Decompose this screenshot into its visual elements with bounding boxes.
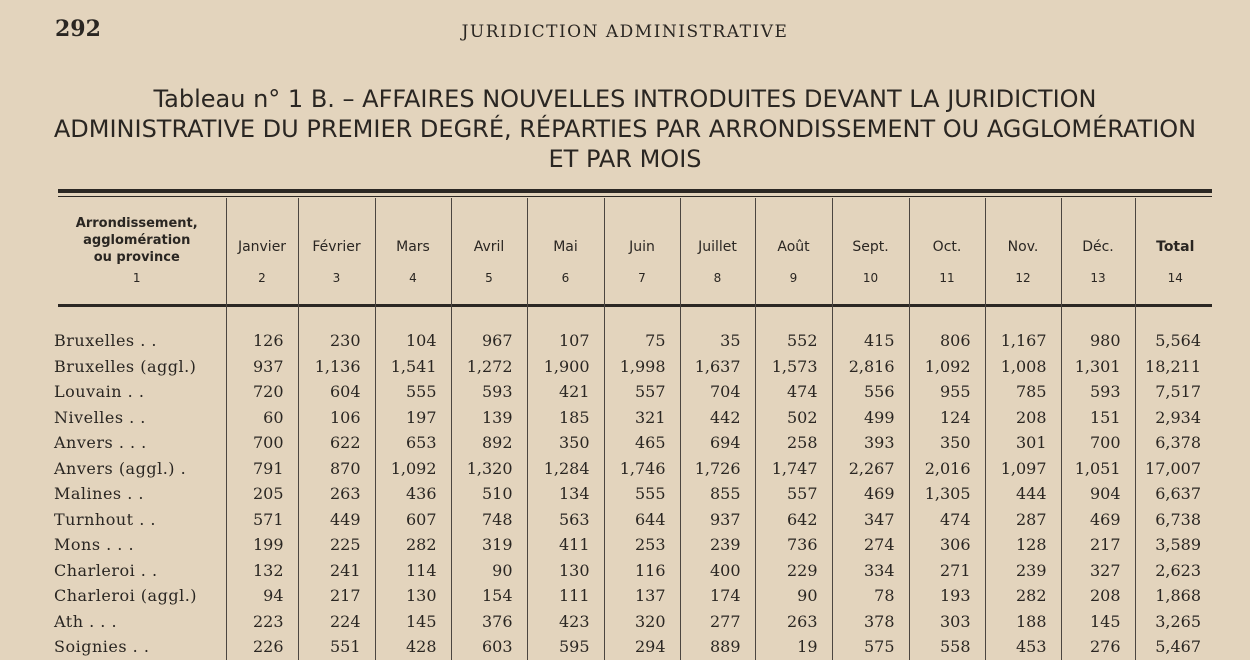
column-header-juillet: [680, 198, 755, 304]
table-cell: 225: [298, 532, 375, 558]
table-cell: 469: [1061, 507, 1135, 533]
table-cell: 1,051: [1061, 456, 1135, 482]
table-cell: 444: [985, 481, 1061, 507]
table-cell: 217: [1061, 532, 1135, 558]
table-cell: 174: [680, 583, 755, 609]
column-number: 5: [485, 271, 493, 285]
table-cell: 35: [680, 328, 755, 354]
table-cell: 644: [604, 507, 680, 533]
table-cell: 557: [604, 379, 680, 405]
spacer-row: [48, 304, 1215, 328]
table-cell: 1,301: [1061, 354, 1135, 380]
table-cell: 889: [680, 634, 755, 660]
table-cell: 271: [909, 558, 985, 584]
table-top-rule: [58, 189, 1212, 193]
table-cell: 334: [832, 558, 909, 584]
table-cell: 90: [755, 583, 832, 609]
row-label: Charleroi (aggl.): [54, 586, 198, 606]
table-cell: 453: [985, 634, 1061, 660]
column-number: 4: [409, 271, 417, 285]
table-cell: 555: [375, 379, 451, 405]
table-cell: 937: [226, 354, 298, 380]
row-label: Nivelles . .: [54, 407, 146, 427]
table-cell: 1,726: [680, 456, 755, 482]
column-header-nov: [985, 198, 1061, 304]
total-cell: 5,467: [1135, 634, 1215, 660]
table-row: [48, 609, 1215, 635]
table-cell: 193: [909, 583, 985, 609]
table-cell: 449: [298, 507, 375, 533]
column-label: Mars: [396, 239, 430, 255]
running-header: JURIDICTION ADMINISTRATIVE: [461, 22, 789, 42]
table-cell: 870: [298, 456, 375, 482]
table-cell: 319: [451, 532, 527, 558]
table-row: [48, 532, 1215, 558]
table-cell: 1,746: [604, 456, 680, 482]
column-header-mars: [375, 198, 451, 304]
table-cell: 277: [680, 609, 755, 635]
table-cell: 552: [755, 328, 832, 354]
table-cell: 904: [1061, 481, 1135, 507]
table-cell: 130: [527, 558, 604, 584]
column-number: 9: [789, 271, 798, 285]
table-cell: 499: [832, 405, 909, 431]
table-cell: 1,305: [909, 481, 985, 507]
table-cell: 114: [375, 558, 451, 584]
table-cell: 563: [527, 507, 604, 533]
table-cell: 436: [375, 481, 451, 507]
table-cell: 502: [755, 405, 832, 431]
table-cell: 78: [832, 583, 909, 609]
table-cell: 1,136: [298, 354, 375, 380]
table-cell: 411: [527, 532, 604, 558]
table-cell: 205: [226, 481, 298, 507]
table-cell: 130: [375, 583, 451, 609]
table-cell: 622: [298, 430, 375, 456]
table-cell: 306: [909, 532, 985, 558]
table-cell: 785: [985, 379, 1061, 405]
table-cell: 557: [755, 481, 832, 507]
table-cell: 282: [985, 583, 1061, 609]
table-cell: 704: [680, 379, 755, 405]
column-label: Février: [312, 239, 361, 255]
table-cell: 282: [375, 532, 451, 558]
table-cell: 1,272: [451, 354, 527, 380]
table-cell: 111: [527, 583, 604, 609]
table-cell: 575: [832, 634, 909, 660]
column-number: 10: [862, 271, 879, 285]
table-cell: 892: [451, 430, 527, 456]
table-cell: 1,747: [755, 456, 832, 482]
table-cell: 700: [226, 430, 298, 456]
table-cell: 604: [298, 379, 375, 405]
table-cell: 106: [298, 405, 375, 431]
table-cell: 208: [985, 405, 1061, 431]
row-label: Anvers . . .: [54, 433, 147, 453]
row-label: Louvain . .: [54, 382, 145, 402]
table-cell: 301: [985, 430, 1061, 456]
table-cell: 442: [680, 405, 755, 431]
table-cell: 1,284: [527, 456, 604, 482]
statistics-table: [48, 198, 1215, 660]
table-cell: 558: [909, 634, 985, 660]
table-cell: 19: [755, 634, 832, 660]
table-cell: 188: [985, 609, 1061, 635]
column-label: Déc.: [1082, 239, 1114, 255]
column-header-mai: [527, 198, 604, 304]
table-cell: 139: [451, 405, 527, 431]
table-cell: 151: [1061, 405, 1135, 431]
table-cell: 134: [527, 481, 604, 507]
table-row: [48, 456, 1215, 482]
table-cell: 474: [755, 379, 832, 405]
column-number: 11: [939, 271, 955, 285]
table-cell: 1,637: [680, 354, 755, 380]
table-cell: 465: [604, 430, 680, 456]
column-label: Sept.: [852, 239, 889, 255]
column-header-fevrier: [298, 198, 375, 304]
table-cell: 593: [1061, 379, 1135, 405]
table-cell: 229: [755, 558, 832, 584]
table-cell: 551: [298, 634, 375, 660]
table-cell: 60: [226, 405, 298, 431]
table-cell: 700: [1061, 430, 1135, 456]
table-row: [48, 430, 1215, 456]
table-cell: 806: [909, 328, 985, 354]
column-label: Nov.: [1007, 239, 1039, 255]
table-header-row: [48, 198, 1215, 304]
table-cell: 253: [604, 532, 680, 558]
table-cell: 855: [680, 481, 755, 507]
table-cell: 376: [451, 609, 527, 635]
row-label: Charleroi . .: [54, 560, 158, 580]
table-cell: 197: [375, 405, 451, 431]
table-cell: 116: [604, 558, 680, 584]
table-cell: 415: [832, 328, 909, 354]
table-cell: 321: [604, 405, 680, 431]
table-row: [48, 481, 1215, 507]
table-cell: 126: [226, 328, 298, 354]
table-cell: 226: [226, 634, 298, 660]
table-cell: 230: [298, 328, 375, 354]
total-cell: 2,623: [1135, 558, 1215, 584]
table-cell: 607: [375, 507, 451, 533]
table-title: [40, 84, 1210, 174]
table-cell: 303: [909, 609, 985, 635]
table-cell: 137: [604, 583, 680, 609]
total-cell: 2,934: [1135, 405, 1215, 431]
page-number: 292: [55, 16, 101, 42]
table-cell: 474: [909, 507, 985, 533]
table-cell: 107: [527, 328, 604, 354]
table-cell: 239: [680, 532, 755, 558]
table-cell: 274: [832, 532, 909, 558]
total-cell: 18,211: [1135, 354, 1215, 380]
row-label: Soignies . .: [54, 637, 150, 657]
column-label: Avril: [473, 239, 505, 255]
column-header-oct: [909, 198, 985, 304]
table-cell: 2,016: [909, 456, 985, 482]
table-cell: 75: [604, 328, 680, 354]
table-cell: 791: [226, 456, 298, 482]
table-cell: 1,998: [604, 354, 680, 380]
table-row: [48, 583, 1215, 609]
table-row: [48, 328, 1215, 354]
stub-header-line: ou province: [93, 250, 180, 265]
column-header-dec: [1061, 198, 1135, 304]
table-cell: 287: [985, 507, 1061, 533]
table-cell: 154: [451, 583, 527, 609]
table-cell: 327: [1061, 558, 1135, 584]
table-cell: 593: [451, 379, 527, 405]
table-cell: 239: [985, 558, 1061, 584]
table-cell: 2,267: [832, 456, 909, 482]
table-cell: 347: [832, 507, 909, 533]
table-cell: 653: [375, 430, 451, 456]
table-cell: 263: [755, 609, 832, 635]
table-cell: 469: [832, 481, 909, 507]
table-title-line: Tableau n° 1 B. – AFFAIRES NOUVELLES INTRODUITES DEVANT LA JURIDICTION: [153, 85, 1097, 113]
column-number: 2: [258, 271, 266, 285]
row-label: Mons . . .: [54, 535, 135, 555]
table-row: [48, 634, 1215, 660]
table-cell: 428: [375, 634, 451, 660]
table-row: [48, 405, 1215, 431]
column-header-janvier: [226, 198, 298, 304]
table-cell: 2,816: [832, 354, 909, 380]
table-cell: 955: [909, 379, 985, 405]
table-cell: 320: [604, 609, 680, 635]
table-row: [48, 507, 1215, 533]
table-cell: 276: [1061, 634, 1135, 660]
column-header-total: [1135, 198, 1215, 304]
table-cell: 241: [298, 558, 375, 584]
table-cell: 694: [680, 430, 755, 456]
table-cell: 350: [527, 430, 604, 456]
column-header-aout: [755, 198, 832, 304]
table-cell: 1,092: [375, 456, 451, 482]
table-cell: 556: [832, 379, 909, 405]
table-cell: 937: [680, 507, 755, 533]
total-cell: 3,589: [1135, 532, 1215, 558]
row-label: Turnhout . .: [54, 509, 156, 529]
table-cell: 980: [1061, 328, 1135, 354]
total-cell: 5,564: [1135, 328, 1215, 354]
total-cell: 6,738: [1135, 507, 1215, 533]
row-label: Bruxelles (aggl.): [54, 356, 197, 376]
table-title-line: ADMINISTRATIVE DU PREMIER DEGRÉ, RÉPARTIES PAR ARRONDISSEMENT OU AGGLOMÉRATION: [53, 115, 1197, 143]
column-header-juin: [604, 198, 680, 304]
table-cell: 258: [755, 430, 832, 456]
column-label: Oct.: [932, 239, 962, 255]
total-cell: 1,868: [1135, 583, 1215, 609]
table-cell: 132: [226, 558, 298, 584]
table-cell: 393: [832, 430, 909, 456]
column-number: 8: [713, 271, 722, 285]
table-cell: 104: [375, 328, 451, 354]
stub-header: [48, 198, 226, 304]
table-body: [48, 304, 1215, 660]
column-number: 13: [1090, 271, 1106, 285]
table-row: [48, 379, 1215, 405]
column-number: 6: [561, 271, 570, 285]
total-cell: 7,517: [1135, 379, 1215, 405]
table-cell: 124: [909, 405, 985, 431]
column-number: 7: [638, 271, 646, 285]
table-cell: 1,900: [527, 354, 604, 380]
row-label: Malines . .: [54, 484, 144, 504]
column-label: Mai: [553, 239, 578, 255]
total-cell: 17,007: [1135, 456, 1215, 482]
stub-header-line: Arrondissement,: [75, 216, 198, 231]
column-number: 14: [1167, 271, 1183, 285]
table-cell: 1,320: [451, 456, 527, 482]
row-label: Bruxelles . .: [54, 331, 157, 351]
table-cell: 1,573: [755, 354, 832, 380]
table-cell: 736: [755, 532, 832, 558]
table-cell: 378: [832, 609, 909, 635]
table-cell: 510: [451, 481, 527, 507]
table-cell: 145: [375, 609, 451, 635]
column-number: 1: [132, 271, 141, 285]
table-cell: 294: [604, 634, 680, 660]
column-header-avril: [451, 198, 527, 304]
table-title-line: ET PAR MOIS: [548, 145, 702, 173]
column-label: Total: [1156, 239, 1195, 255]
table-cell: 555: [604, 481, 680, 507]
table-cell: 571: [226, 507, 298, 533]
table-cell: 720: [226, 379, 298, 405]
table-cell: 1,541: [375, 354, 451, 380]
table-row: [48, 354, 1215, 380]
total-cell: 3,265: [1135, 609, 1215, 635]
table-row: [48, 558, 1215, 584]
table-cell: 94: [226, 583, 298, 609]
row-label: Ath . . .: [54, 611, 118, 631]
row-label: Anvers (aggl.) .: [54, 458, 187, 478]
column-label: Juin: [629, 239, 655, 255]
table-cell: 128: [985, 532, 1061, 558]
table-cell: 224: [298, 609, 375, 635]
table-cell: 185: [527, 405, 604, 431]
table-cell: 1,008: [985, 354, 1061, 380]
column-number: 3: [332, 271, 341, 285]
table-cell: 642: [755, 507, 832, 533]
table-cell: 595: [527, 634, 604, 660]
stub-header-line: agglomération: [83, 233, 191, 248]
table-top-rule-thin: [58, 196, 1212, 197]
total-cell: 6,637: [1135, 481, 1215, 507]
table-cell: 217: [298, 583, 375, 609]
table-cell: 400: [680, 558, 755, 584]
table-cell: 421: [527, 379, 604, 405]
column-label: Janvier: [237, 239, 287, 255]
table-cell: 1,097: [985, 456, 1061, 482]
column-label: Juillet: [698, 239, 737, 255]
table-cell: 350: [909, 430, 985, 456]
column-header-sept: [832, 198, 909, 304]
table-cell: 199: [226, 532, 298, 558]
table-cell: 423: [527, 609, 604, 635]
table-cell: 967: [451, 328, 527, 354]
table-cell: 263: [298, 481, 375, 507]
table-cell: 145: [1061, 609, 1135, 635]
total-cell: 6,378: [1135, 430, 1215, 456]
table-cell: 223: [226, 609, 298, 635]
table-cell: 748: [451, 507, 527, 533]
table-cell: 208: [1061, 583, 1135, 609]
table-cell: 90: [451, 558, 527, 584]
table-cell: 1,092: [909, 354, 985, 380]
column-label: Août: [777, 239, 810, 255]
table-cell: 603: [451, 634, 527, 660]
table-cell: 1,167: [985, 328, 1061, 354]
column-number: 12: [1015, 271, 1031, 285]
